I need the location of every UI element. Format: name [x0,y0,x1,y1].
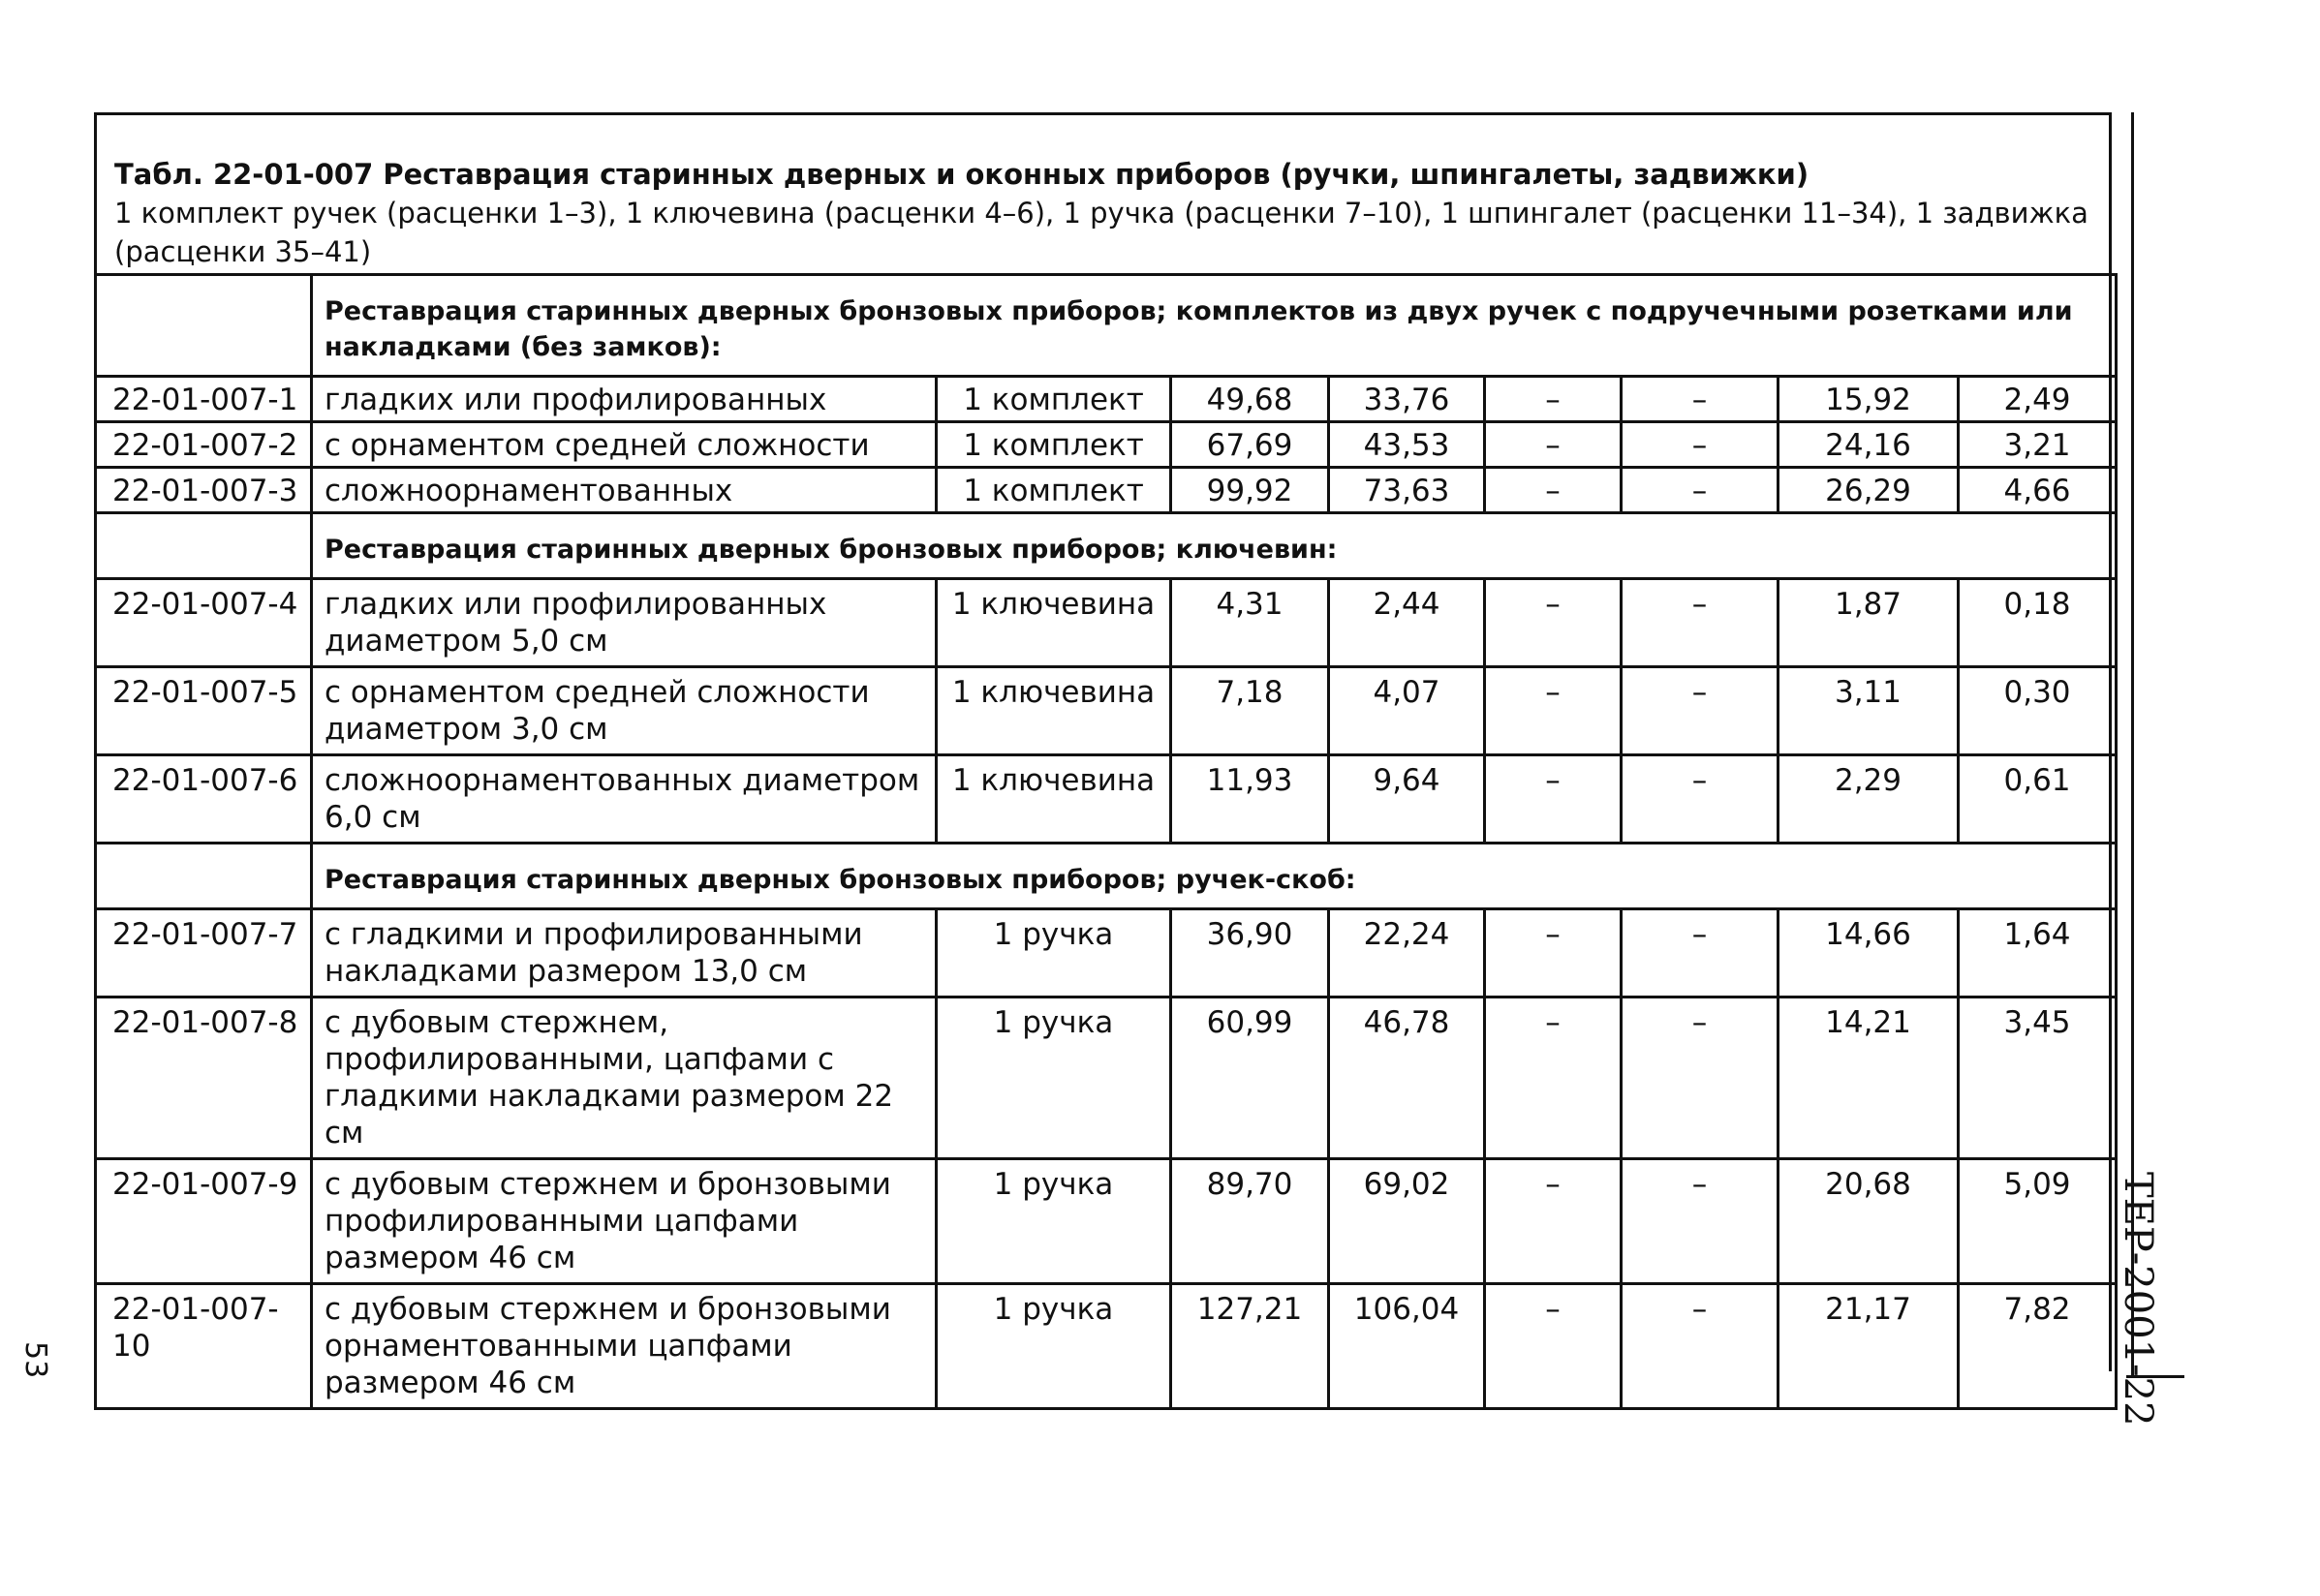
row-value-4: – [1622,998,1779,1159]
row-value-6: 1,64 [1959,909,2117,998]
row-name: сложноорнаментованных диаметром 6,0 см [312,755,937,844]
row-value-3: – [1485,998,1622,1159]
row-value-3: – [1485,1159,1622,1284]
row-value-3: – [1485,377,1622,422]
table-row [96,755,2117,844]
row-value-6: 0,61 [1959,755,2117,844]
row-value-5: 14,66 [1779,909,1959,998]
table-subtitle: 1 комплект ручек (расценки 1–3), 1 ключевина (расценки 4–6), 1 ручка (расценки 7–10), 1 шпингалет (расценки 11–34), 1 задвижка (расценки 35–41) [114,197,2088,268]
row-value-6: 3,21 [1959,422,2117,468]
row-name: с дубовым стержнем и бронзовыми орнаментованными цапфами размером 46 см [312,1284,937,1409]
rates-table-body [96,275,2117,1409]
row-value-2: 33,76 [1329,377,1485,422]
row-value-2: 9,64 [1329,755,1485,844]
row-value-3: – [1485,422,1622,468]
section-code-cell [96,513,312,579]
row-code: 22-01-007-6 [96,755,312,844]
row-value-3: – [1485,755,1622,844]
row-value-2: 106,04 [1329,1284,1485,1409]
row-code: 22-01-007-8 [96,998,312,1159]
row-value-4: – [1622,377,1779,422]
row-value-1: 60,99 [1171,998,1329,1159]
row-value-6: 4,66 [1959,468,2117,513]
row-value-1: 127,21 [1171,1284,1329,1409]
row-value-5: 24,16 [1779,422,1959,468]
row-unit: 1 ручка [937,909,1171,998]
row-value-4: – [1622,468,1779,513]
row-value-2: 2,44 [1329,579,1485,667]
section-heading: Реставрация старинных дверных бронзовых приборов; ключевин: [312,513,2117,579]
row-value-2: 4,07 [1329,667,1485,755]
row-value-4: – [1622,1284,1779,1409]
table-row [96,422,2117,468]
document-code-text: ТЕР-2001-22 [2116,1172,2160,1427]
section-header-row [96,844,2117,909]
table-row [96,468,2117,513]
row-code: 22-01-007-3 [96,468,312,513]
row-unit: 1 комплект [937,468,1171,513]
row-value-2: 46,78 [1329,998,1485,1159]
row-unit: 1 ручка [937,1159,1171,1284]
row-value-1: 49,68 [1171,377,1329,422]
row-value-3: – [1485,468,1622,513]
page-number-text: 53 [18,1341,52,1379]
row-unit: 1 ключевина [937,755,1171,844]
row-unit: 1 ручка [937,1284,1171,1409]
row-value-6: 0,30 [1959,667,2117,755]
row-value-2: 43,53 [1329,422,1485,468]
row-value-4: – [1622,1159,1779,1284]
row-value-6: 5,09 [1959,1159,2117,1284]
row-value-1: 7,18 [1171,667,1329,755]
row-value-1: 4,31 [1171,579,1329,667]
row-value-1: 89,70 [1171,1159,1329,1284]
table-row [96,579,2117,667]
row-name: гладких или профилированных [312,377,937,422]
row-code: 22-01-007-4 [96,579,312,667]
row-value-4: – [1622,422,1779,468]
section-heading: Реставрация старинных дверных бронзовых приборов; ручек-скоб: [312,844,2117,909]
row-code: 22-01-007-5 [96,667,312,755]
row-code: 22-01-007-7 [96,909,312,998]
table-row [96,667,2117,755]
row-value-6: 3,45 [1959,998,2117,1159]
table-row [96,998,2117,1159]
row-unit: 1 ручка [937,998,1171,1159]
section-header-row [96,513,2117,579]
row-value-4: – [1622,579,1779,667]
row-value-6: 2,49 [1959,377,2117,422]
row-value-3: – [1485,909,1622,998]
row-value-2: 73,63 [1329,468,1485,513]
table-row [96,377,2117,422]
row-value-5: 20,68 [1779,1159,1959,1284]
section-header-row [96,275,2117,377]
row-code: 22-01-007-1 [96,377,312,422]
row-value-1: 36,90 [1171,909,1329,998]
row-value-5: 26,29 [1779,468,1959,513]
row-value-1: 99,92 [1171,468,1329,513]
row-name: с дубовым стержнем, профилированными, цапфами с гладкими накладками размером 22 см [312,998,937,1159]
row-unit: 1 комплект [937,422,1171,468]
row-value-1: 11,93 [1171,755,1329,844]
row-value-4: – [1622,755,1779,844]
row-name: гладких или профилированных диаметром 5,0 см [312,579,937,667]
section-code-cell [96,844,312,909]
row-name: с гладкими и профилированными накладками размером 13,0 см [312,909,937,998]
row-code: 22-01-007-2 [96,422,312,468]
row-name: сложноорнаментованных [312,468,937,513]
row-value-6: 7,82 [1959,1284,2117,1409]
row-unit: 1 ключевина [937,667,1171,755]
table-row [96,1159,2117,1284]
row-unit: 1 ключевина [937,579,1171,667]
row-code: 22-01-007-10 [96,1284,312,1409]
section-heading: Реставрация старинных дверных бронзовых приборов; комплектов из двух ручек с подручечными розетками или накладками (без замков): [312,275,2117,377]
table-title: Табл. 22-01-007 Реставрация старинных дверных и оконных приборов (ручки, шпингалеты, задвижки) [114,158,1810,191]
page-number [17,1341,56,1390]
row-code: 22-01-007-9 [96,1159,312,1284]
row-name: с дубовым стержнем и бронзовыми профилированными цапфами размером 46 см [312,1159,937,1284]
row-value-6: 0,18 [1959,579,2117,667]
table-row [96,909,2117,998]
row-value-5: 3,11 [1779,667,1959,755]
table-row [96,1284,2117,1409]
row-value-5: 2,29 [1779,755,1959,844]
row-unit: 1 комплект [937,377,1171,422]
row-value-1: 67,69 [1171,422,1329,468]
row-name: с орнаментом средней сложности диаметром 3,0 см [312,667,937,755]
row-value-5: 15,92 [1779,377,1959,422]
rates-table [94,273,2118,1410]
table-caption [114,155,2110,271]
row-value-3: – [1485,1284,1622,1409]
row-value-2: 69,02 [1329,1159,1485,1284]
section-code-cell [96,275,312,377]
row-value-4: – [1622,909,1779,998]
row-value-2: 22,24 [1329,909,1485,998]
row-value-5: 1,87 [1779,579,1959,667]
row-value-3: – [1485,667,1622,755]
document-code [2116,1172,2189,1427]
row-value-5: 14,21 [1779,998,1959,1159]
row-value-5: 21,17 [1779,1284,1959,1409]
row-value-4: – [1622,667,1779,755]
row-name: с орнаментом средней сложности [312,422,937,468]
row-value-3: – [1485,579,1622,667]
